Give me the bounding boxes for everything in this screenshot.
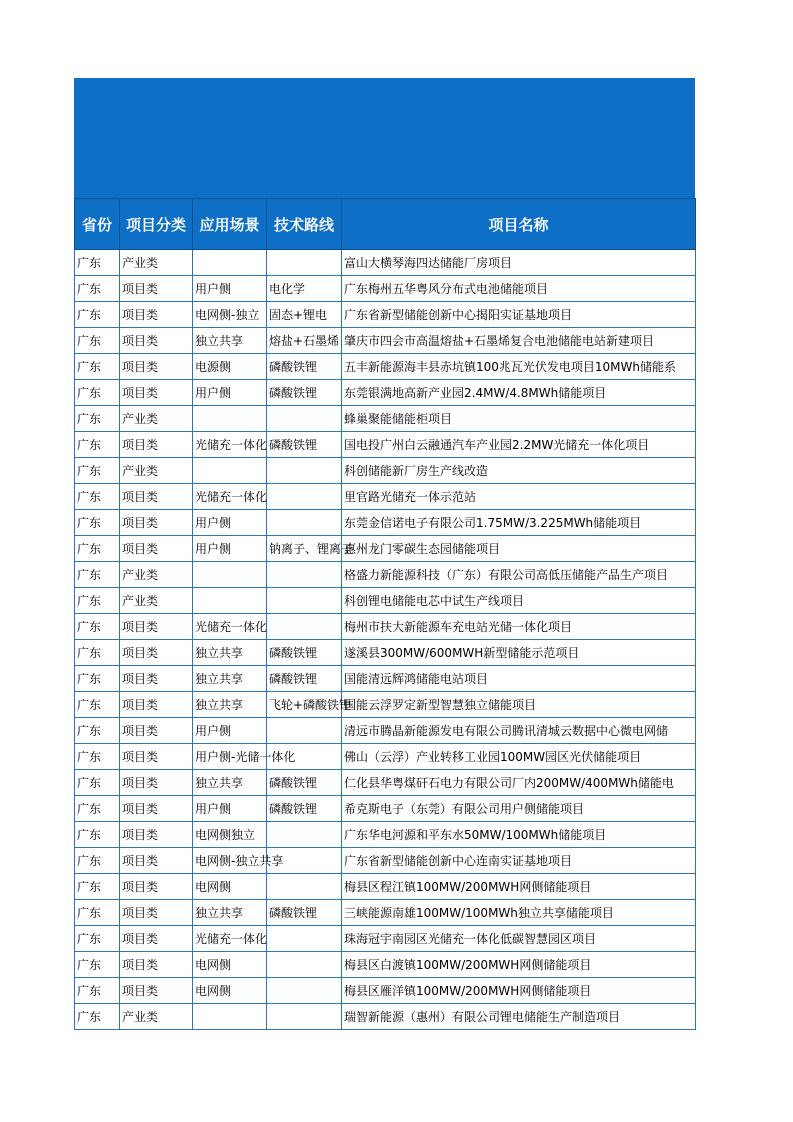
cell-province[interactable]: 广东 — [75, 744, 120, 770]
cell-project-name[interactable]: 里官路光储充一体示范站 — [342, 484, 696, 510]
cell-province[interactable]: 广东 — [75, 952, 120, 978]
table-row — [75, 900, 696, 926]
cell-scenario[interactable]: 光储充一体化 — [193, 926, 267, 952]
table-row — [75, 952, 696, 978]
cell-category[interactable]: 项目类 — [120, 666, 193, 692]
table-row — [75, 744, 696, 770]
cell-technology[interactable]: 磷酸铁锂 — [267, 640, 342, 666]
cell-scenario[interactable] — [193, 562, 267, 588]
cell-technology[interactable] — [267, 926, 342, 952]
table-row — [75, 1004, 696, 1030]
table-row — [75, 432, 696, 458]
cell-scenario[interactable]: 电网侧-独立 — [193, 302, 267, 328]
cell-province[interactable]: 广东 — [75, 718, 120, 744]
cell-project-name[interactable]: 珠海冠宇南园区光储充一体化低碳智慧园区项目 — [342, 926, 696, 952]
cell-province[interactable]: 广东 — [75, 536, 120, 562]
table-row — [75, 588, 696, 614]
cell-project-name[interactable]: 广东梅州五华粤风分布式电池储能项目 — [342, 276, 696, 302]
table-row — [75, 250, 696, 276]
cell-technology[interactable] — [267, 458, 342, 484]
cell-technology[interactable]: 磷酸铁锂 — [267, 796, 342, 822]
spreadsheet — [74, 78, 695, 1030]
cell-scenario[interactable]: 光储充一体化 — [193, 484, 267, 510]
cell-province[interactable]: 广东 — [75, 380, 120, 406]
cell-province[interactable]: 广东 — [75, 640, 120, 666]
cell-project-name[interactable]: 清远市腾晶新能源发电有限公司腾讯清城云数据中心微电网储 — [342, 718, 696, 744]
cell-province[interactable]: 广东 — [75, 666, 120, 692]
cell-province[interactable]: 广东 — [75, 822, 120, 848]
cell-category[interactable]: 项目类 — [120, 484, 193, 510]
table-row — [75, 718, 696, 744]
cell-technology[interactable] — [267, 406, 342, 432]
cell-technology[interactable] — [267, 588, 342, 614]
cell-technology[interactable] — [267, 1004, 342, 1030]
cell-category[interactable]: 项目类 — [120, 848, 193, 874]
cell-category[interactable]: 项目类 — [120, 276, 193, 302]
cell-province[interactable]: 广东 — [75, 406, 120, 432]
cell-category[interactable]: 项目类 — [120, 718, 193, 744]
cell-category[interactable]: 项目类 — [120, 380, 193, 406]
cell-category[interactable]: 项目类 — [120, 640, 193, 666]
cell-category[interactable]: 项目类 — [120, 432, 193, 458]
cell-technology[interactable] — [267, 952, 342, 978]
cell-project-name[interactable]: 三峡能源南雄100MW/100MWh独立共享储能项目 — [342, 900, 696, 926]
cell-project-name[interactable]: 格盛力新能源科技（广东）有限公司高低压储能产品生产项目 — [342, 562, 696, 588]
cell-scenario[interactable]: 独立共享 — [193, 900, 267, 926]
cell-project-name[interactable]: 东莞银满地高新产业园2.4MW/4.8MWh储能项目 — [342, 380, 696, 406]
cell-province[interactable]: 广东 — [75, 588, 120, 614]
table-body — [75, 250, 696, 1030]
cell-technology[interactable]: 磷酸铁锂 — [267, 770, 342, 796]
cell-project-name[interactable]: 广东省新型储能创新中心揭阳实证基地项目 — [342, 302, 696, 328]
cell-technology[interactable]: 电化学 — [267, 276, 342, 302]
cell-province[interactable]: 广东 — [75, 770, 120, 796]
cell-project-name[interactable]: 肇庆市四会市高温熔盐+石墨烯复合电池储能电站新建项目 — [342, 328, 696, 354]
cell-project-name[interactable]: 广东华电河源和平东水50MW/100MWh储能项目 — [342, 822, 696, 848]
cell-scenario[interactable]: 电网侧-独立共享 — [193, 848, 267, 874]
cell-technology[interactable] — [267, 562, 342, 588]
cell-technology[interactable] — [267, 250, 342, 276]
header-row — [75, 199, 696, 250]
cell-project-name[interactable]: 广东省新型储能创新中心连南实证基地项目 — [342, 848, 696, 874]
cell-category[interactable]: 项目类 — [120, 536, 193, 562]
table-row — [75, 926, 696, 952]
cell-scenario[interactable]: 用户侧 — [193, 718, 267, 744]
table-row — [75, 536, 696, 562]
cell-province[interactable]: 广东 — [75, 614, 120, 640]
cell-scenario[interactable] — [193, 1004, 267, 1030]
cell-technology[interactable]: 飞轮+磷酸铁锂 — [267, 692, 342, 718]
header-province: 省份 — [75, 199, 120, 250]
cell-technology[interactable]: 磷酸铁锂 — [267, 666, 342, 692]
table-row — [75, 380, 696, 406]
cell-project-name[interactable]: 国能清远辉鸿储能电站项目 — [342, 666, 696, 692]
table-row — [75, 354, 696, 380]
table-row — [75, 770, 696, 796]
cell-scenario[interactable]: 光储充一体化 — [193, 432, 267, 458]
cell-province[interactable]: 广东 — [75, 276, 120, 302]
cell-scenario[interactable]: 用户侧 — [193, 536, 267, 562]
cell-technology[interactable]: 固态+锂电 — [267, 302, 342, 328]
cell-technology[interactable]: 磷酸铁锂 — [267, 354, 342, 380]
cell-category[interactable]: 产业类 — [120, 406, 193, 432]
cell-province[interactable]: 广东 — [75, 562, 120, 588]
cell-project-name[interactable]: 五丰新能源海丰县赤坑镇100兆瓦光伏发电项目10MWh储能系 — [342, 354, 696, 380]
cell-province[interactable]: 广东 — [75, 900, 120, 926]
table-row — [75, 822, 696, 848]
table-row — [75, 666, 696, 692]
header-project-name: 项目名称 — [342, 199, 696, 250]
cell-scenario[interactable]: 光储充一体化 — [193, 614, 267, 640]
cell-province[interactable]: 广东 — [75, 1004, 120, 1030]
cell-technology[interactable]: 钠离子、锂离子 — [267, 536, 342, 562]
cell-province[interactable]: 广东 — [75, 692, 120, 718]
table-row — [75, 848, 696, 874]
cell-scenario[interactable]: 电网侧独立 — [193, 822, 267, 848]
cell-scenario[interactable] — [193, 406, 267, 432]
cell-category[interactable]: 项目类 — [120, 510, 193, 536]
cell-project-name[interactable]: 梅州市扶大新能源车充电站光储一体化项目 — [342, 614, 696, 640]
cell-province[interactable]: 广东 — [75, 250, 120, 276]
table-row — [75, 406, 696, 432]
cell-scenario[interactable]: 独立共享 — [193, 666, 267, 692]
cell-project-name[interactable]: 惠州龙门零碳生态园储能项目 — [342, 536, 696, 562]
table-row — [75, 796, 696, 822]
cell-province[interactable]: 广东 — [75, 328, 120, 354]
cell-category[interactable]: 项目类 — [120, 952, 193, 978]
cell-project-name[interactable]: 梅县区雁洋镇100MW/200MWH网侧储能项目 — [342, 978, 696, 1004]
cell-province[interactable]: 广东 — [75, 926, 120, 952]
title-banner — [74, 78, 695, 198]
cell-project-name[interactable]: 富山大横琴海四达储能厂房项目 — [342, 250, 696, 276]
cell-category[interactable]: 项目类 — [120, 614, 193, 640]
cell-category[interactable]: 产业类 — [120, 588, 193, 614]
cell-category[interactable]: 产业类 — [120, 562, 193, 588]
cell-category[interactable]: 项目类 — [120, 978, 193, 1004]
cell-scenario[interactable]: 电网侧 — [193, 978, 267, 1004]
cell-category[interactable]: 产业类 — [120, 250, 193, 276]
table-row — [75, 302, 696, 328]
cell-project-name[interactable]: 瑞智新能源（惠州）有限公司锂电储能生产制造项目 — [342, 1004, 696, 1030]
cell-category[interactable]: 产业类 — [120, 458, 193, 484]
cell-province[interactable]: 广东 — [75, 432, 120, 458]
cell-project-name[interactable]: 梅县区程江镇100MW/200MWH网侧储能项目 — [342, 874, 696, 900]
cell-project-name[interactable]: 科创锂电储能电芯中试生产线项目 — [342, 588, 696, 614]
header-technology: 技术路线 — [267, 199, 342, 250]
cell-project-name[interactable]: 国电投广州白云融通汽车产业园2.2MW光储充一体化项目 — [342, 432, 696, 458]
cell-technology[interactable] — [267, 822, 342, 848]
cell-category[interactable]: 产业类 — [120, 1004, 193, 1030]
cell-province[interactable]: 广东 — [75, 458, 120, 484]
cell-technology[interactable]: 磷酸铁锂 — [267, 432, 342, 458]
cell-technology[interactable] — [267, 614, 342, 640]
cell-category[interactable]: 项目类 — [120, 822, 193, 848]
table-row — [75, 874, 696, 900]
project-table — [74, 198, 696, 1030]
table-row — [75, 458, 696, 484]
cell-scenario[interactable]: 独立共享 — [193, 770, 267, 796]
table-row — [75, 484, 696, 510]
cell-scenario[interactable] — [193, 458, 267, 484]
cell-province[interactable]: 广东 — [75, 354, 120, 380]
cell-scenario[interactable]: 独立共享 — [193, 640, 267, 666]
cell-category[interactable]: 项目类 — [120, 302, 193, 328]
cell-province[interactable]: 广东 — [75, 874, 120, 900]
cell-project-name[interactable]: 梅县区白渡镇100MW/200MWH网侧储能项目 — [342, 952, 696, 978]
cell-category[interactable]: 项目类 — [120, 354, 193, 380]
cell-scenario[interactable]: 独立共享 — [193, 692, 267, 718]
table-row — [75, 614, 696, 640]
cell-technology[interactable]: 熔盐+石墨烯 — [267, 328, 342, 354]
cell-project-name[interactable]: 蜂巢聚能储能柜项目 — [342, 406, 696, 432]
cell-category[interactable]: 项目类 — [120, 900, 193, 926]
cell-scenario[interactable]: 电网侧 — [193, 952, 267, 978]
cell-category[interactable]: 项目类 — [120, 770, 193, 796]
cell-province[interactable]: 广东 — [75, 484, 120, 510]
cell-province[interactable]: 广东 — [75, 510, 120, 536]
cell-scenario[interactable]: 用户侧 — [193, 276, 267, 302]
cell-project-name[interactable]: 佛山（云浮）产业转移工业园100MW园区光伏储能项目 — [342, 744, 696, 770]
cell-scenario[interactable]: 独立共享 — [193, 328, 267, 354]
cell-scenario[interactable]: 用户侧 — [193, 380, 267, 406]
cell-technology[interactable] — [267, 874, 342, 900]
cell-province[interactable]: 广东 — [75, 978, 120, 1004]
cell-category[interactable]: 项目类 — [120, 796, 193, 822]
table-row — [75, 692, 696, 718]
cell-project-name[interactable]: 遂溪县300MW/600MWH新型储能示范项目 — [342, 640, 696, 666]
table-row — [75, 510, 696, 536]
table-row — [75, 640, 696, 666]
cell-technology[interactable] — [267, 510, 342, 536]
cell-project-name[interactable]: 仁化县华粤煤矸石电力有限公司厂内200MW/400MWh储能电 — [342, 770, 696, 796]
table-row — [75, 978, 696, 1004]
cell-category[interactable]: 项目类 — [120, 926, 193, 952]
cell-scenario[interactable]: 电网侧 — [193, 874, 267, 900]
cell-scenario[interactable] — [193, 588, 267, 614]
table-row — [75, 562, 696, 588]
cell-category[interactable]: 项目类 — [120, 874, 193, 900]
cell-project-name[interactable]: 希克斯电子（东莞）有限公司用户侧储能项目 — [342, 796, 696, 822]
cell-province[interactable]: 广东 — [75, 796, 120, 822]
cell-scenario[interactable]: 用户侧-光储一体化 — [193, 744, 267, 770]
table-row — [75, 276, 696, 302]
cell-category[interactable]: 项目类 — [120, 744, 193, 770]
cell-technology[interactable] — [267, 484, 342, 510]
header-category: 项目分类 — [120, 199, 193, 250]
cell-technology[interactable]: 磷酸铁锂 — [267, 900, 342, 926]
cell-technology[interactable]: 磷酸铁锂 — [267, 380, 342, 406]
cell-scenario[interactable]: 用户侧 — [193, 510, 267, 536]
cell-technology[interactable] — [267, 978, 342, 1004]
cell-project-name[interactable]: 东莞金信诺电子有限公司1.75MW/3.225MWh储能项目 — [342, 510, 696, 536]
cell-category[interactable]: 项目类 — [120, 328, 193, 354]
header-scenario: 应用场景 — [193, 199, 267, 250]
cell-scenario[interactable] — [193, 250, 267, 276]
cell-scenario[interactable]: 用户侧 — [193, 796, 267, 822]
cell-province[interactable]: 广东 — [75, 848, 120, 874]
table-row — [75, 328, 696, 354]
cell-project-name[interactable]: 科创储能新厂房生产线改造 — [342, 458, 696, 484]
cell-project-name[interactable]: 国能云浮罗定新型智慧独立储能项目 — [342, 692, 696, 718]
cell-scenario[interactable]: 电源侧 — [193, 354, 267, 380]
cell-technology[interactable] — [267, 718, 342, 744]
cell-category[interactable]: 项目类 — [120, 692, 193, 718]
cell-province[interactable]: 广东 — [75, 302, 120, 328]
